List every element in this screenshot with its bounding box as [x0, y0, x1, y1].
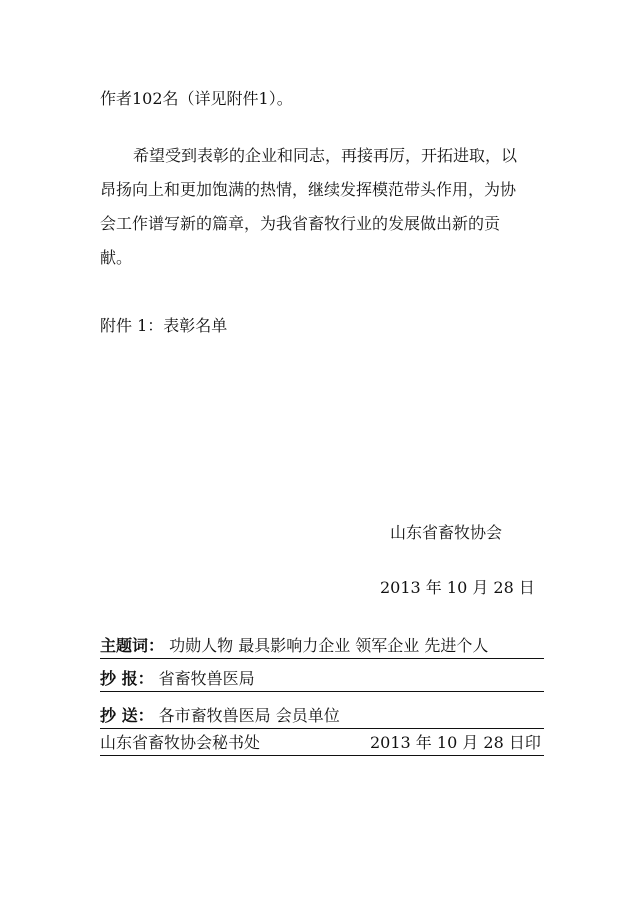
signature-date: 2013 年 10 月 28 日: [380, 578, 535, 597]
paragraph-line-2: 昂扬向上和更加饱满的热情，继续发挥模范带头作用，为协: [100, 180, 517, 199]
issuer-name: 山东省畜牧协会秘书处: [100, 733, 261, 752]
copy-value: 各市畜牧兽医局 会员单位: [158, 706, 340, 725]
paragraph-line-4: 献。: [100, 248, 133, 267]
report-value: 省畜牧兽医局: [158, 669, 255, 688]
attachment-note: 附件 1：表彰名单: [100, 316, 228, 335]
signature-organization: 山东省畜牧协会: [390, 523, 503, 542]
copy-to-row: [100, 706, 544, 729]
subject-value: 功勋人物 最具影响力企业 领军企业 先进个人: [169, 636, 489, 655]
subject-keywords-row: [100, 636, 544, 659]
report-to-row: [100, 669, 544, 692]
report-label: 抄 报：: [100, 669, 154, 688]
subject-label: 主题词：: [100, 636, 165, 655]
paragraph-line-1: 希望受到表彰的企业和同志，再接再厉，开拓进取，以: [133, 146, 518, 165]
print-date: 2013 年 10 月 28 日印: [370, 733, 541, 752]
issuer-row: [100, 733, 544, 756]
paragraph-continuation: 作者102名（详见附件1）。: [100, 89, 293, 108]
copy-label: 抄 送：: [100, 706, 154, 725]
paragraph-line-3: 会工作谱写新的篇章，为我省畜牧行业的发展做出新的贡: [100, 214, 501, 233]
